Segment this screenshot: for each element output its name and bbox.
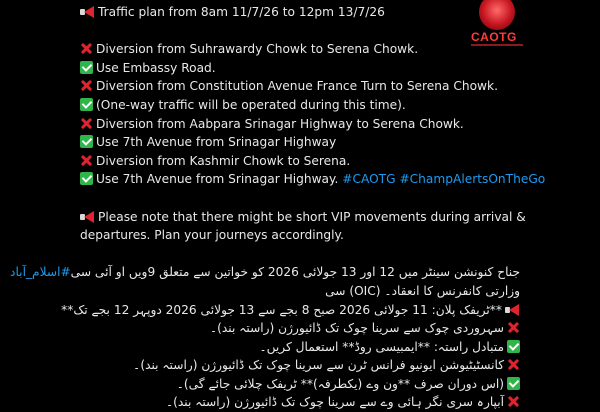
list-item: Use 7th Avenue from Srinagar Highway. #CAOTG #ChampAlertsOnTheGo	[80, 170, 520, 189]
list-item: (One-way traffic will be operated during this time).	[80, 96, 520, 115]
megaphone-icon	[80, 6, 95, 18]
hashtag-champalerts-link[interactable]: #ChampAlertsOnTheGo	[399, 172, 546, 187]
cross-icon	[507, 321, 520, 334]
cross-icon	[507, 358, 520, 371]
check-icon	[80, 61, 93, 74]
list-item: Use Embassy Road.	[80, 59, 520, 78]
hashtag-caotg-link[interactable]: #CAOTG	[342, 172, 396, 187]
vip-note-line: Please note that there might be short VIP movements during arrival &	[80, 208, 520, 227]
hashtag-islamabad-link[interactable]: #اسلام_آباد	[10, 265, 71, 280]
list-item: **ٹریفک پلان: 11 جولائی 2026 صبح 8 بجے سے 13 جولائی 2026 دوپہر 12 بجے تک**	[80, 301, 520, 320]
list-item: آبپارہ سری نگر ہائی وے سے سرینا چوک تک ڈائیورژن (راستہ بند)۔	[80, 393, 520, 412]
megaphone-icon	[505, 304, 520, 316]
list-item: Diversion from Aabpara Srinagar Highway to Serena Chowk.	[80, 115, 520, 134]
vip-note-line-2: departures. Plan your journeys accordingly.	[80, 228, 344, 243]
cross-icon	[80, 117, 93, 130]
cross-icon	[80, 154, 93, 167]
list-item: کانسٹیٹیوشن ایونیو فرانس ٹرن سے سرینا چوک تک ڈائیورژن (راستہ بند)۔	[80, 356, 520, 375]
list-item: Diversion from Kashmir Chowk to Serena.	[80, 152, 520, 171]
megaphone-icon	[80, 211, 95, 223]
check-icon	[80, 172, 93, 185]
check-icon	[80, 135, 93, 148]
list-item: متبادل راستہ: **ایمبیسی روڈ** استعمال کریں۔	[80, 338, 520, 357]
urdu-intro-line-2: وزارتی کانفرنس کا انعقاد۔ (OIC) سی	[325, 283, 520, 298]
check-icon	[507, 340, 520, 353]
logo-text: CAOTG	[471, 30, 517, 44]
urdu-intro-line: جناح کنونشن سینٹر میں 12 اور 13 جولائی 2026 کو خواتین سے متعلق 9ویں او آئی سی#اسلام_آباد	[10, 265, 520, 280]
check-icon	[507, 377, 520, 390]
list-item: سہروردی چوک سے سرینا چوک تک ڈائیورژن (راستہ بند)۔	[80, 319, 520, 338]
tweet-body	[10, 0, 546, 410]
list-item: (اس دوران صرف **ون وے (یکطرفہ)** ٹریفک چلائی جائے گی)۔	[80, 375, 520, 394]
list-item: Diversion from Suhrawardy Chowk to Serena Chowk.	[80, 40, 520, 59]
list-item: Diversion from Constitution Avenue France Turn to Serena Chowk.	[80, 77, 520, 96]
cross-icon	[80, 42, 93, 55]
check-icon	[80, 98, 93, 111]
cross-icon	[80, 79, 93, 92]
list-item: Use 7th Avenue from Srinagar Highway	[80, 133, 520, 152]
traffic-plan-line: Traffic plan from 8am 11/7/26 to 12pm 13/7/26	[80, 3, 520, 22]
cross-icon	[507, 395, 520, 408]
